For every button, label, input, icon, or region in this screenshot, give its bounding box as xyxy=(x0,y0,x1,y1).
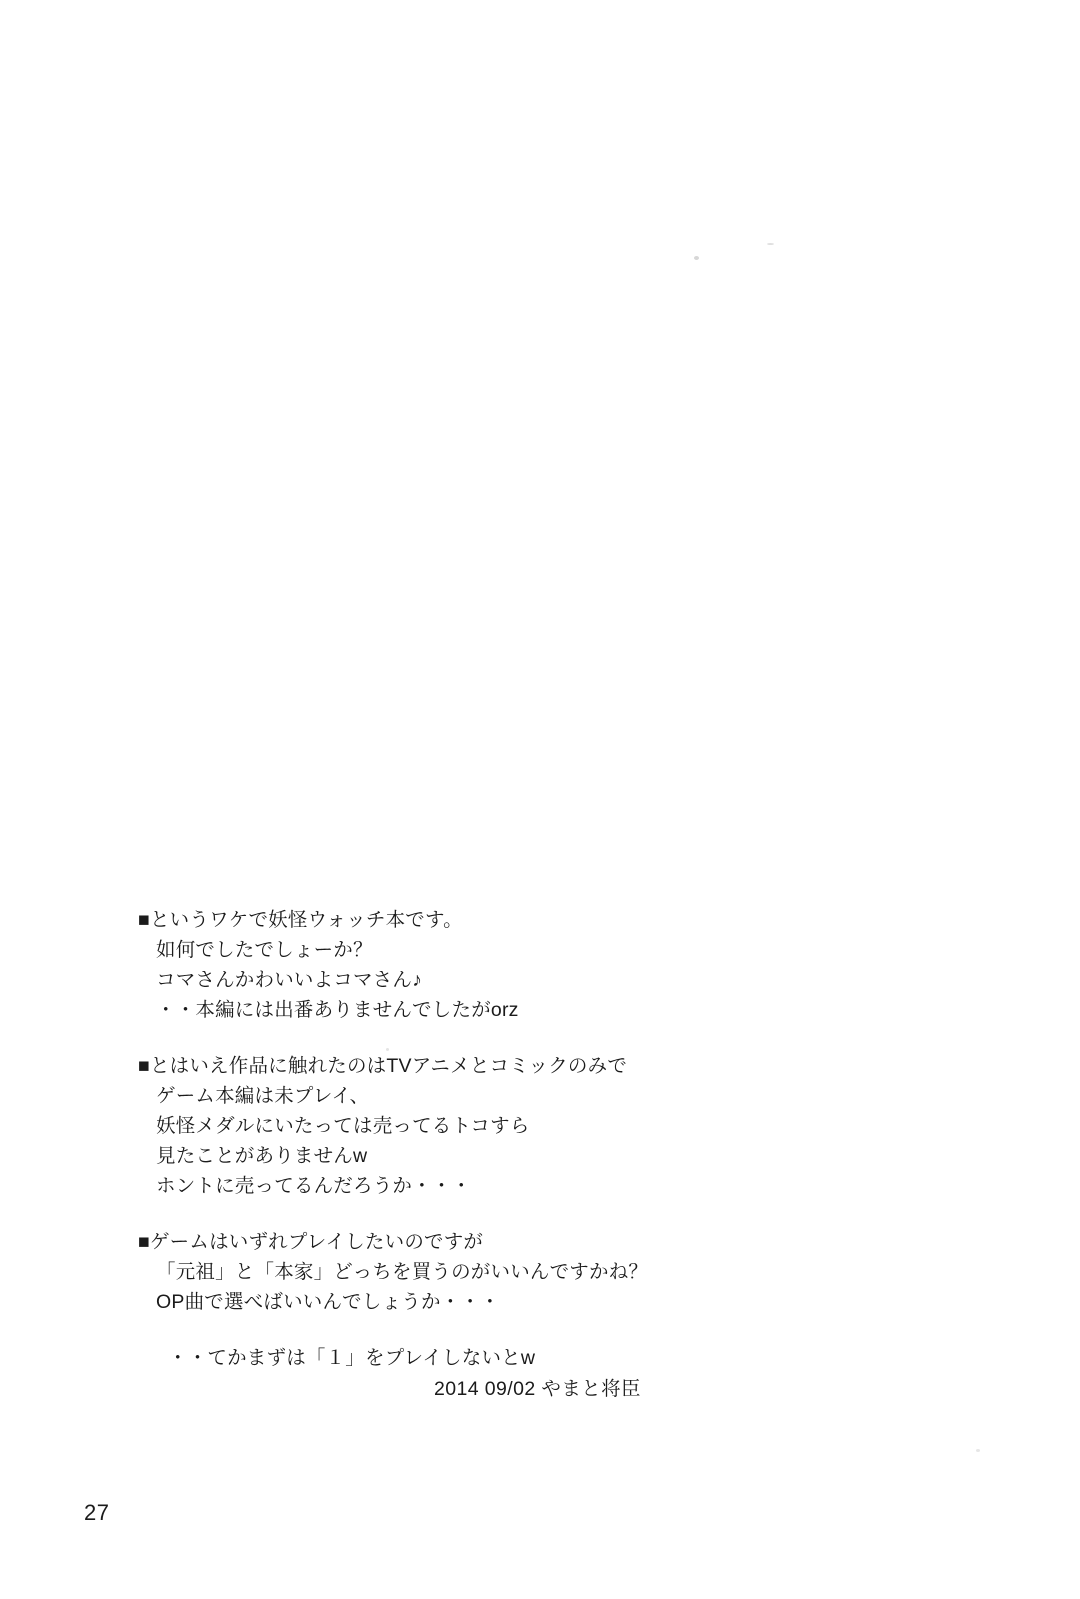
afterword-text xyxy=(138,905,898,1373)
afterword-block xyxy=(138,1343,898,1373)
afterword-line: ■というワケで妖怪ウォッチ本です。 xyxy=(138,909,463,931)
afterword-line: OP曲で選べばいいんでしょうか・・・ xyxy=(156,1291,500,1313)
afterword-line: ■ゲームはいずれプレイしたいのですが xyxy=(138,1231,484,1253)
afterword-line: 見たことがありませんw xyxy=(156,1145,368,1167)
afterword-block xyxy=(138,1051,898,1201)
paper-speck-icon xyxy=(694,256,699,260)
afterword-line: コマさんかわいいよコマさん♪ xyxy=(156,969,423,991)
afterword-line: ■とはいえ作品に触れたのはTVアニメとコミックのみで xyxy=(138,1055,628,1077)
afterword-line: ゲーム本編は未プレイ、 xyxy=(156,1085,370,1107)
afterword-line: ホントに売ってるんだろうか・・・ xyxy=(156,1175,472,1197)
afterword-line: 妖怪メダルにいたっては売ってるトコすら xyxy=(156,1115,530,1137)
paper-speck-icon xyxy=(767,243,774,245)
afterword-line: 「元祖」と「本家」どっちを買うのがいいんですかね？ xyxy=(156,1261,649,1283)
afterword-line: ・・てかまずは「１」をプレイしないとw xyxy=(168,1347,536,1369)
page-number: 27 xyxy=(84,1500,110,1525)
afterword-block xyxy=(138,1227,898,1317)
paper-speck-icon xyxy=(976,1449,980,1452)
afterword-line: ・・本編には出番ありませんでしたがorz xyxy=(156,999,519,1021)
afterword-block xyxy=(138,905,898,1025)
author-signature: 2014 09/02 やまと将臣 xyxy=(434,1378,641,1400)
afterword-line: 如何でしたでしょーか？ xyxy=(156,939,373,961)
